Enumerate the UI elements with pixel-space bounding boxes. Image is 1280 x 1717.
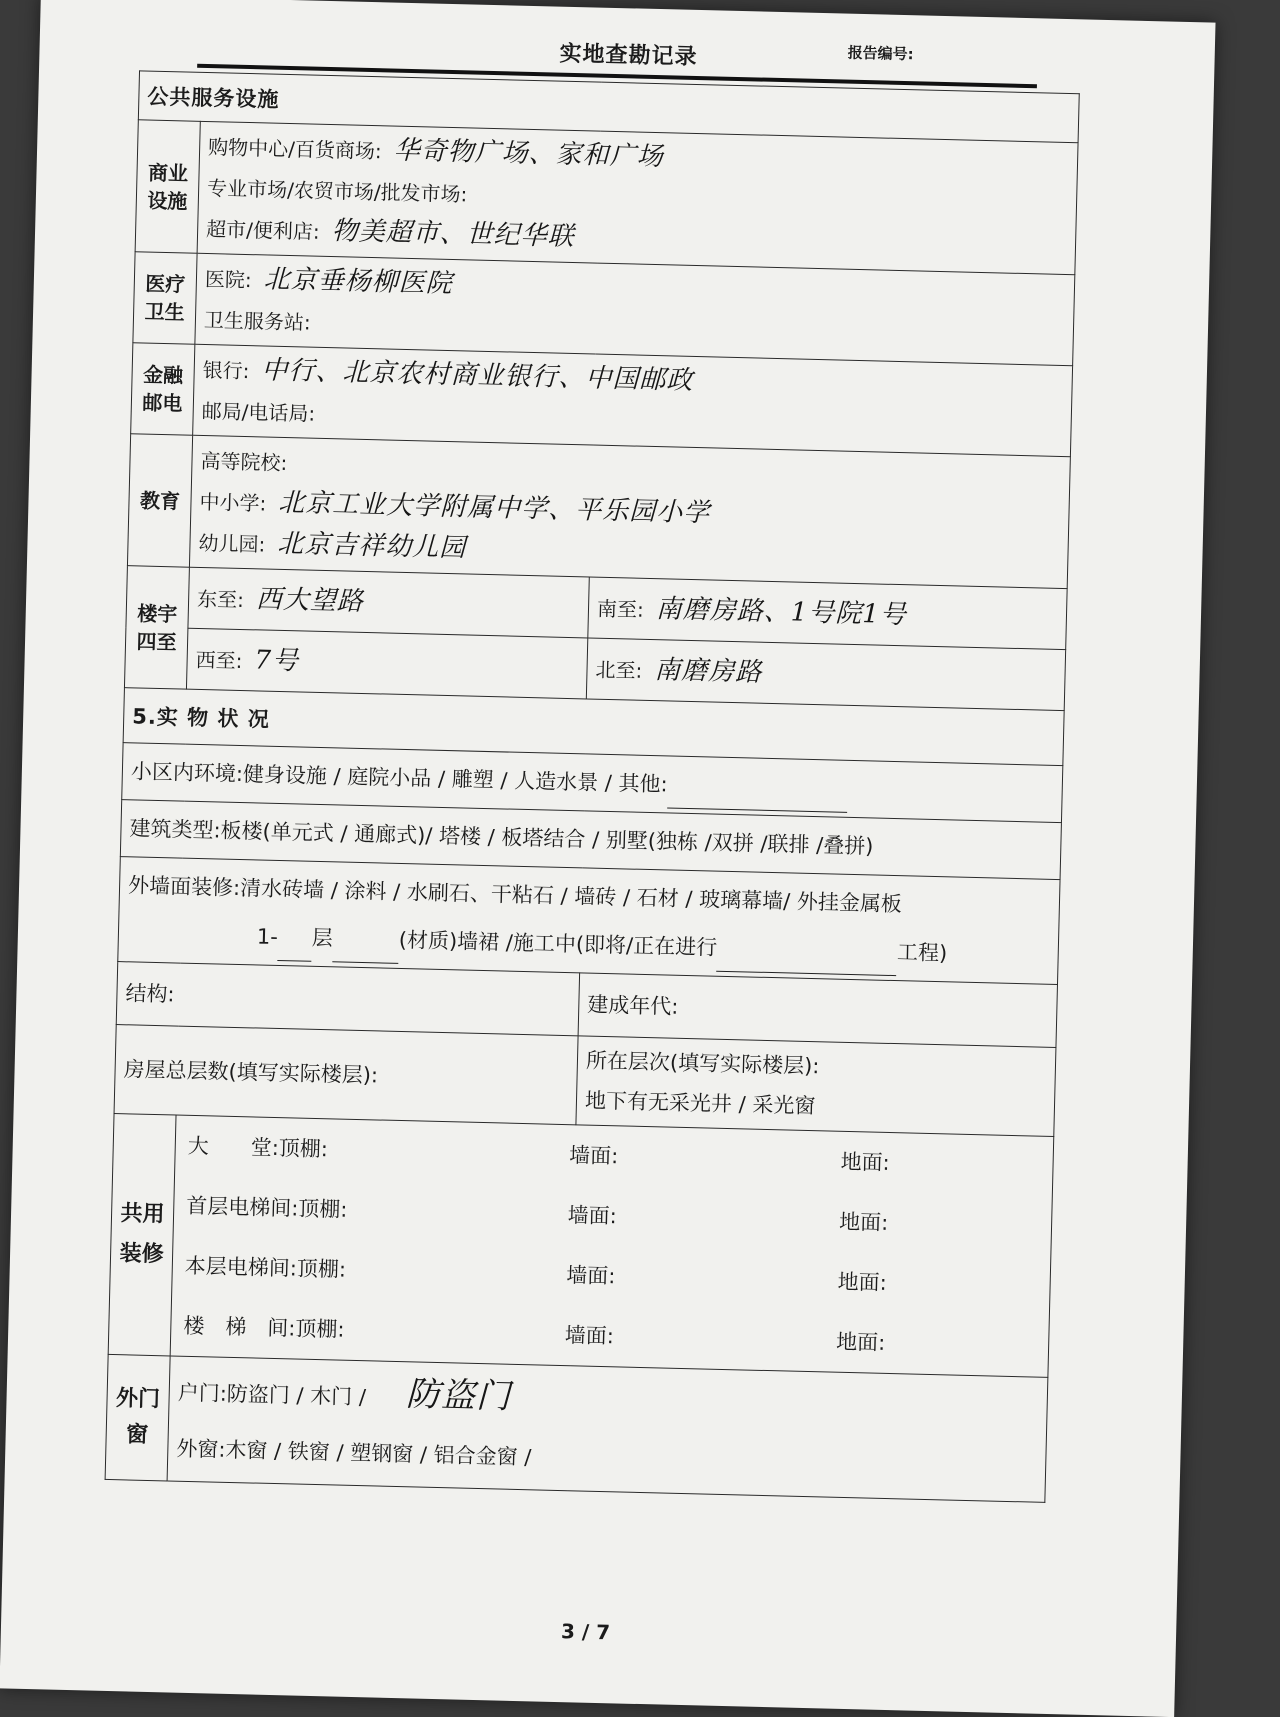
blank-line [667,807,847,812]
page-number: 3 / 7 [560,1619,611,1645]
year-cell: 建成年代: [578,973,1057,1048]
east-value: 西大望路 [255,583,365,617]
handwritten-value: 北京工业大学附属中学、平乐园小学 [277,487,711,529]
field-label: 幼儿园: [198,530,266,557]
category-boundaries: 楼宇四至 [124,566,189,689]
handwritten-value: 北京吉祥幼儿园 [276,528,467,564]
field-label: 高等院校: [200,448,288,476]
handwritten-value: 中行、北京农村商业银行、中国邮政 [261,355,694,396]
handwritten-value: 北京垂杨柳医院 [263,264,454,300]
handwritten-value [327,398,328,428]
field-label: 医院: [204,266,252,293]
floor-label: 地面: [835,1329,886,1355]
document-title: 实地查勘记录 [559,41,698,70]
door-options: 户门:防盗门 / 木门 / [177,1380,367,1410]
common-decoration-cell [170,1115,1054,1377]
area-label: 楼 梯 间:顶棚: [183,1313,345,1342]
wall-label: 墙面: [567,1203,618,1229]
floor-label: 地面: [837,1269,888,1295]
handwritten-value: 华奇物广场、家和广场 [393,135,664,173]
report-number-label: 报告编号: [847,43,914,64]
handwritten-value: 物美超市、世纪华联 [331,216,575,253]
window-row: 外窗:木窗 / 铁窗 / 塑钢窗 / 铝合金窗 / [176,1436,532,1470]
education-cell [189,435,1070,588]
building-type-row: 建筑类型:板楼(单元式 / 通廊式)/ 塔楼 / 板塔结合 / 别墅(独栋 /双拼 /联排 /叠拼) [120,800,1061,880]
field-label: 银行: [202,357,250,384]
north-label: 北至: [595,657,643,683]
blank-line [277,960,311,962]
field-label: 专业市场/农贸市场/批发市场: [206,176,468,207]
north-value: 南磨房路 [653,654,763,688]
blank-line [717,971,897,976]
handwritten-value [479,179,480,209]
category-education: 教育 [127,434,192,567]
field-label: 购物中心/百货商场: [207,135,382,164]
east-cell [188,567,589,638]
facade-text-b: 层 [311,925,334,951]
floor-label: 地面: [838,1209,889,1235]
category-exterior: 外门窗 [105,1354,170,1480]
environment-text: 小区内环境:健身设施 / 庭院小品 / 雕塑 / 人造水景 / 其他: [130,759,668,797]
area-label: 首层电梯间:顶棚: [186,1193,348,1222]
wall-label: 墙面: [568,1143,619,1169]
exterior-cell [167,1356,1048,1502]
total-floors-cell: 房屋总层数(填写实际楼层): [114,1025,578,1125]
commercial-cell [197,121,1078,274]
handwritten-value [322,307,323,337]
facade-text-d: 工程) [896,940,948,966]
floor-label: 地面: [840,1149,890,1175]
category-finance: 金融邮电 [131,343,195,435]
west-value: 7号 [254,644,300,676]
field-label: 卫生服务站: [203,307,311,335]
south-label: 南至: [596,596,645,622]
facade-text-c: (材质)墙裙 /施工中(即将/正在进行 [398,927,718,960]
area-label: 本层电梯间:顶棚: [184,1253,347,1282]
field-label: 邮局/电话局: [201,398,316,426]
facade-text-a: 1- [256,924,279,949]
category-commercial: 商业设施 [135,120,200,253]
category-common-decoration: 共用装修 [108,1114,176,1356]
blank-line [332,961,398,964]
area-label: 大 堂:顶棚: [187,1133,329,1162]
lightwell-label: 地下有无采光井 / 采光窗 [584,1088,816,1119]
west-cell [186,628,587,699]
floor-cell [576,1036,1056,1137]
wall-label: 墙面: [564,1323,615,1349]
survey-form [105,70,1080,1503]
section-physical: 5.实 物 状 况 [123,688,1064,766]
west-label: 西至: [195,647,243,673]
floor-label: 所在层次(填写实际楼层): [585,1048,820,1079]
east-label: 东至: [196,586,245,612]
south-value: 南磨房路、1号院1号 [655,593,908,630]
wall-label: 墙面: [565,1263,616,1289]
field-label: 超市/便利店: [205,217,320,244]
field-label: 中小学: [199,489,267,516]
section-public-services: 公共服务设施 [138,71,1079,143]
handwritten-door: 防盗门 [405,1374,512,1417]
handwritten-value [299,447,300,477]
category-medical: 医疗卫生 [133,252,197,344]
facade-line-1: 外墙面装修:清水砖墙 / 涂料 / 水刷石、干粘石 / 墙砖 / 石材 / 玻璃幕墙/ 外挂金属板 [127,873,903,917]
structure-cell: 结构: [116,962,579,1036]
